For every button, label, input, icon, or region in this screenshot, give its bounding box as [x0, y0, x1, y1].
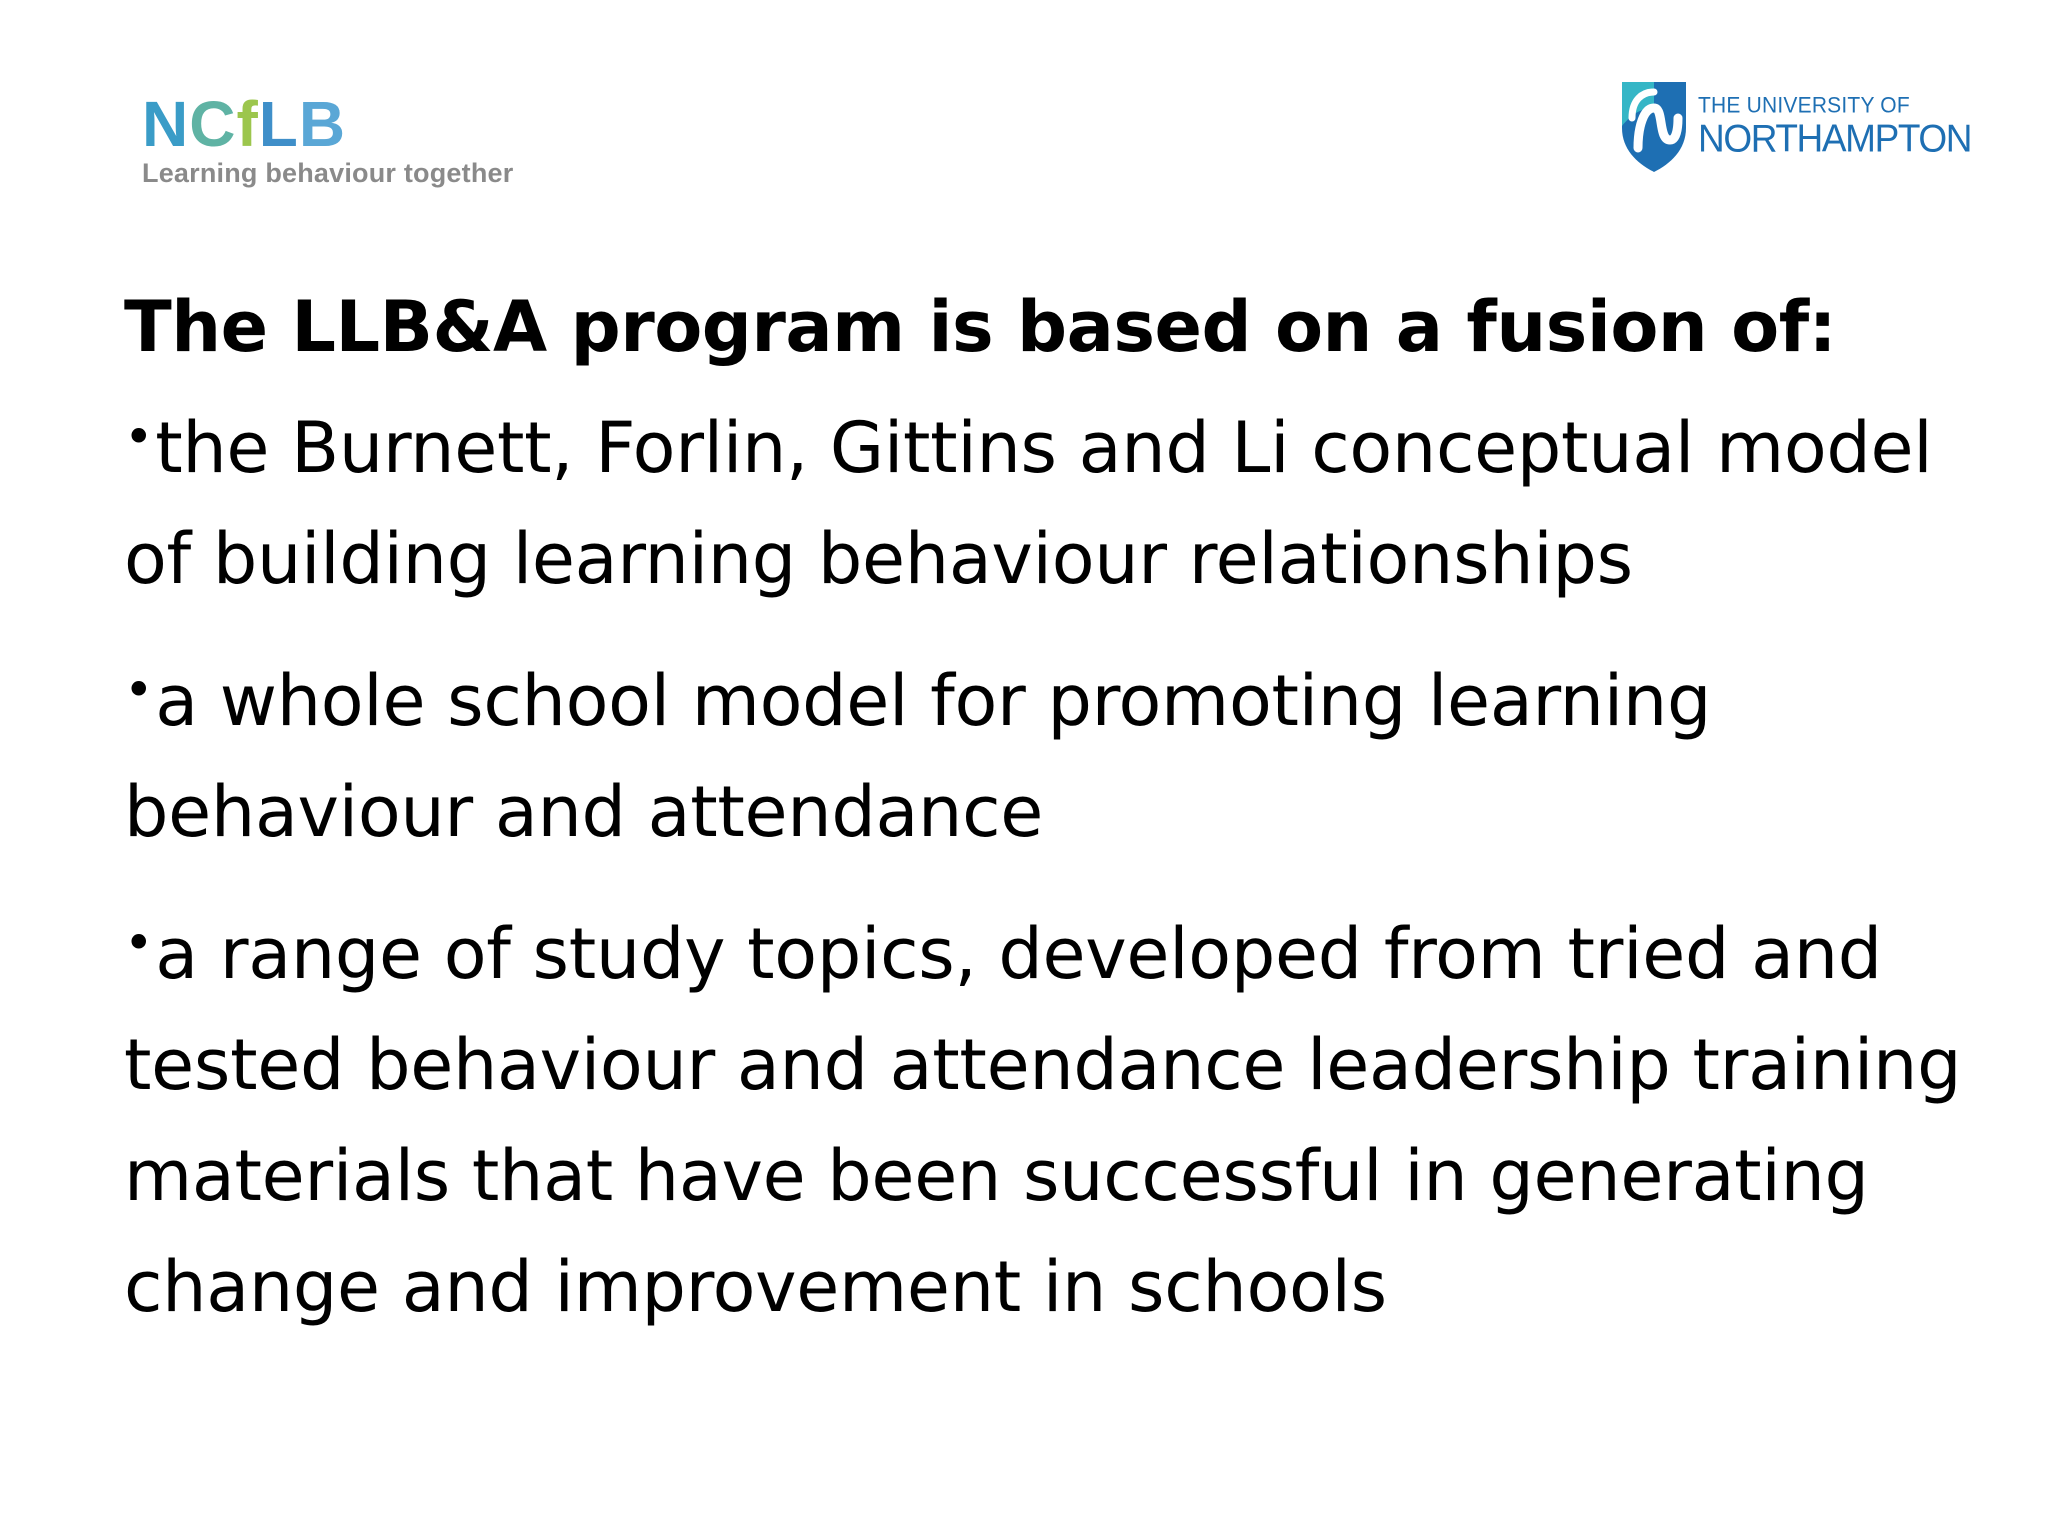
ncflb-letter-c: C	[189, 88, 237, 160]
university-wordmark	[1698, 93, 1972, 161]
ncflb-logo	[142, 88, 562, 188]
ncflb-tagline: Learning behaviour together	[142, 158, 514, 188]
slide-heading: The LLB&A program is based on a fusion of:	[124, 286, 1837, 368]
university-shield-icon	[1618, 78, 1690, 174]
ncflb-letter-f: f	[236, 88, 259, 160]
university-logo	[1618, 78, 1972, 174]
bullet-dot: •	[124, 661, 154, 719]
bullet-dot: •	[124, 914, 154, 972]
bullet-item	[124, 382, 1984, 615]
bullet-text: a range of study topics, developed from tried and tested behaviour and attendance leadership training materials that have been successful in generating change and improvement in schools	[124, 913, 1962, 1328]
ncflb-letter-b: B	[298, 88, 347, 160]
university-line-2: NORTHAMPTON	[1698, 116, 1972, 161]
bullet-text: the Burnett, Forlin, Gittins and Li conceptual model of building learning behaviour relationships	[124, 407, 1933, 600]
bullet-item	[124, 635, 1984, 868]
ncflb-letter-n: N	[142, 88, 190, 160]
bullet-item	[124, 888, 1984, 1343]
bullet-text: a whole school model for promoting learning behaviour and attendance	[124, 660, 1712, 853]
ncflb-letter-l: L	[258, 88, 299, 160]
bullet-dot: •	[124, 408, 154, 466]
university-line-1: THE UNIVERSITY OF	[1698, 93, 1910, 118]
slide-content	[124, 272, 1984, 1343]
ncflb-wordmark	[142, 88, 562, 160]
bullet-list	[124, 382, 1984, 1343]
